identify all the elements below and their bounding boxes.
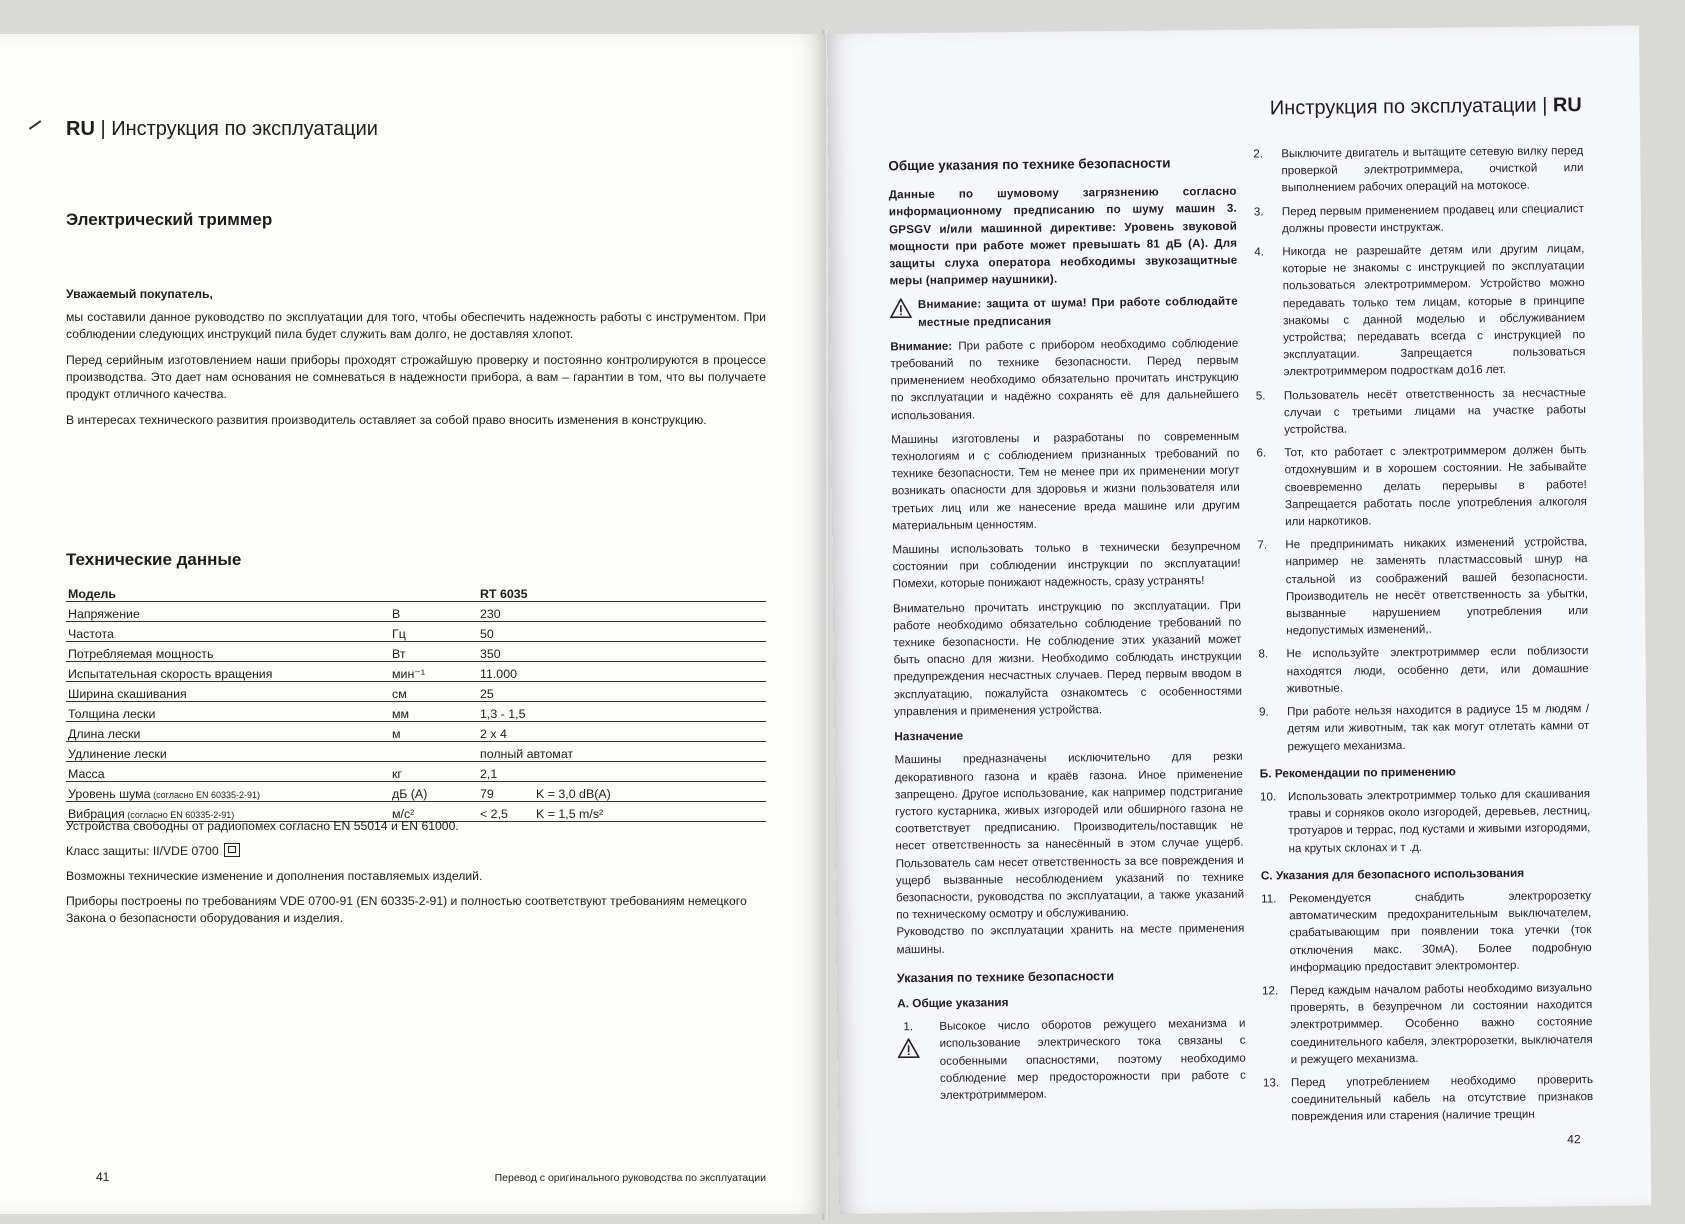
param-name: Масса [66,762,390,782]
language-code: RU [66,118,95,140]
table-row [66,762,766,782]
param-value: 1,3 - 1,5 [478,702,534,722]
purpose-title: Назначение [894,728,964,744]
header-title: Инструкция по эксплуатации | [1269,94,1554,120]
noise-warning: Внимание: защита от шума! При работе соблюдайте местные предписания [890,293,1238,331]
purpose-text: Машины предназначены исключительно для резки декоративного газона и краёв газона. Иное применение запрещено. Другое использование, как например подстригание густого кустарника, живых изгородей или обширного газона не соответствует предписанию. Производитель/поставщик не несет ответственность за нанесённый в этом случае ущерб. Пользователь сам несет ответственность за все повреждения и ущерб вызванные несоблюдением указаний по технике безопасности, руководства по эксплуатации, а также указаний по техническому осмотру и обслуживанию. [894,749,1245,922]
radio-note: Устройства свободны от радиопомех согласно EN 55014 и EN 61000. [66,819,459,833]
param-unit: В [390,602,478,622]
param-extra: K = 1,5 m/s² [534,802,766,822]
param-extra [534,682,766,702]
param-value: < 2,5 [478,802,534,822]
param-name: Длина лески [66,722,390,742]
page-header-left [66,118,378,141]
paragraph-a-2: Машины использовать только в технически безупречном состоянии при соблюдении инструкции по эксплуатации! Помехи, которые понижают надежность, сразу устранять! [892,539,1241,591]
param-value: полный автомат [478,742,766,762]
paragraph-a-1: Машины изготовлены и разработаны по современным технологиям и с соблюдением признанных требований по технике безопасности. Тем не менее при их применении могут возникать опасности для здоровья и жизни пользователя или третьих лиц или же нанесение вреда машине или другим материальным ценностям. [891,429,1241,533]
param-name: Напряжение [66,602,390,622]
param-name: Удлинение лески [66,742,390,762]
param-name: Модель [66,582,390,602]
param-unit: мин⁻¹ [390,662,478,682]
param-extra [534,662,766,682]
purpose-text-2: Руководство по эксплуатации хранить на месте применения машины. [896,922,1245,956]
param-extra [534,722,766,742]
list-item: 5. Пользователь несёт ответственность за несчастные случаи с третьими лицами на участке работы устройства. [1255,385,1587,437]
table-row [66,782,766,802]
param-unit: Гц [390,622,478,642]
page-left [0,34,826,1214]
param-value: RT 6035 [478,582,534,602]
protection-class: Класс защиты: II/VDE 0700 [66,843,776,860]
param-extra [534,762,766,782]
param-unit [390,742,478,762]
section-title: Электрический триммер [66,210,273,229]
param-name: Частота [66,622,390,642]
list-item: 2. Выключите двигатель и вытащите сетевую вилку перед проверкой электротриммера, очисткой или выполнением рабочих операций на мотокосе. [1253,144,1584,195]
table-row [66,742,766,762]
intro-paragraph-3: В интересах технического развития производитель оставляет за собой право вносить изменения в конструкцию. [66,413,707,427]
translation-footer: Перевод с оригинального руководства по эксплуатации [494,1172,766,1184]
param-unit: кг [390,762,478,782]
class-ii-icon [224,843,240,857]
intro-paragraph-1: мы составили данное руководство по эксплуатации для того, чтобы обеспечить надежность работы с инструментом. При соблюдении следующих инструкций пила будет служить вам долго, не доставляя хлопот. [66,310,766,341]
param-unit: Вт [390,642,478,662]
general-safety-title: Общие указания по технике безопасности [888,155,1171,174]
param-value: 25 [478,682,534,702]
param-extra [534,622,766,642]
standards-note: Приборы построены по требованиям VDE 0700-91 (EN 60335-2-91) и полностью соответствуют требованиям немецкого Закона о безопасности оборудования и изделия. [66,894,747,925]
param-value: 350 [478,642,534,662]
warning-triangle-icon [890,299,912,319]
tech-table [66,582,766,822]
header-title: | Инструкция по эксплуатации [94,118,378,140]
warning-triangle-icon [898,1038,920,1058]
page-number-right: 42 [1567,1132,1581,1147]
list-item: 8. Не используйте электротриммер если поблизости находятся люди, особенно дети, или домашние животные. [1258,644,1589,696]
section-b-title: Б. Рекомендации по применению [1259,764,1456,781]
section-c-title: С. Указания для безопасного использования [1260,865,1525,883]
column-right [1253,142,1593,1132]
param-value: 2,1 [478,762,534,782]
param-extra [534,582,766,602]
param-unit: м [390,722,478,742]
param-extra: K = 3,0 dB(A) [534,782,766,802]
table-row [66,722,766,742]
param-value: 50 [478,622,534,642]
list-item: 10. Использовать электротриммер только для скашивания травы и сорняков около изгородей, деревьев, лестниц, тротуаров и террас, под кустами и живыми изгородями, на крутых склонах и т .д. [1259,786,1591,855]
list-item: 7. Не предпринимать никаких изменений устройства, например не заменять пластмассовый шнур на стальной из соображений вашей безопасности. Производитель не несёт ответственность за убытки, вызванные нарушением употребления или недопустимых изменений,. [1257,535,1589,638]
param-name: Толщина лески [66,702,390,722]
paragraph-a-3: Внимательно прочитать инструкцию по эксплуатации. При работе необходимо обязательно соблюдение требований по технике безопасности. Не соблюдение этих указаний может быть опасно для жизни. Необходимо соблюдать инструкции предупреждения несчастных случаев. Перед первым вводом в эксплуатацию, пожалуйста ознакомтесь с особенностями управления и применения устройства. [892,598,1242,719]
param-name: Ширина скашивания [66,682,390,702]
param-unit [390,582,478,602]
safe-use-items-list [1261,887,1593,1126]
param-value: 230 [478,602,534,622]
after-table-notes [66,818,776,935]
changes-note: Возможны технические изменение и дополнения поставляемых изделий. [66,869,483,883]
param-value: 2 x 4 [478,722,534,742]
table-row [66,622,766,642]
list-item: 13. Перед употреблением необходимо проверить соединительный кабель на отсутствие признаков повреждения или старения (наличие трещин [1262,1072,1594,1124]
general-items-list [1253,142,1589,755]
param-value: 79 [478,782,534,802]
page-right [827,25,1651,1213]
param-name: Вибрация (согласно EN 60335-2-91) [66,802,390,822]
page-number-left: 41 [96,1170,110,1184]
column-left [888,154,1246,1105]
list-item: 3. Перед первым применением продавец или специалист должны провести инструктаж. [1253,201,1584,236]
attention-paragraph: Внимание: При работе с прибором необходимо соблюдение требований по технике безопасности. Перед первым применением необходимо обязательно прочитать инструкцию по эксплуатации и надёжно сохранять её для дальнейшего использования. [890,336,1239,422]
table-row [66,662,766,682]
param-unit: м/с² [390,802,478,822]
param-extra [534,602,766,622]
list-item: 9. При работе нельзя находится в радиусе 15 м людям / детям или животным, так как могут отлетать камни от режущего механизма. [1259,702,1590,753]
safety-title: Указания по технике безопасности [896,968,1115,986]
param-unit: мм [390,702,478,722]
param-extra [534,642,766,662]
list-item: 11. Рекомендуется снабдить электророзетку автоматическим предохранительным выключателем, срабатывающим при появлении тока утечки (ток отключения макс. 30мА). Более подробную информацию предоставит электромонтер. [1261,888,1592,974]
greeting: Уважаемый покупатель, [66,287,213,301]
param-name: Испытательная скорость вращения [66,662,390,682]
list-item: 6. Тот, кто работает с электротриммером должен быть отдохнувшим и в хорошем состоянии. Не забывайте своевременно делать перерывы в работе! Запрещается работать после употребления алкоголя или наркотиков. [1256,443,1588,529]
noise-intro: Данные по шумовому загрязнению согласно информационному предписанию по шуму машин 3. GPSGV и/или машинной директиве: Уровень звуковой мощности при работе может превышать 81 дБ (A). Для защиты слуха оператора необходимы звукозащитные меры (например наушники). [888,184,1238,288]
page-header-right [1270,94,1582,120]
intro-paragraph-2: Перед серийным изготовлением наши приборы проходят строжайшую проверку и постоянно контролируются в процессе производства. Это дает нам основания не сомневаться в надежности прибора, а вам – гарантии в том, что вы получаете продукт отличного качества. [66,353,766,401]
list-item: 4. Никогда не разрешайте детям или другим лицам, которые не знакомы с инструкцией по эксплуатации пользоваться электротриммером. Устройство можно передавать только тем лицам, которые в принципе знакомы с данной моделью и обслуживанием устройства; передавать всегда с инструкцией по эксплуатации. Запрещается пользоваться электротриммером подросткам до16 лет. [1254,242,1586,379]
param-unit: см [390,682,478,702]
param-unit: дБ (A) [390,782,478,802]
param-name: Потребляемая мощность [66,642,390,662]
table-row [66,582,766,602]
table-row [66,642,766,662]
table-row [66,702,766,722]
intro-block [66,286,766,438]
tech-title: Технические данные [66,550,242,569]
language-code: RU [1552,94,1582,117]
param-name: Уровень шума (согласно EN 60335-2-91) [66,782,390,802]
table-row [66,602,766,622]
param-value: 11.000 [478,662,534,682]
pen-mark [29,120,41,129]
list-item: 12. Перед каждым началом работы необходимо визуально проверять, в безупречном ли состоянии находится электротриммер. Особенно важно состояние соединительного кабеля, электророзетки, выключателя и режущего механизма. [1261,980,1593,1066]
table-row [66,682,766,702]
safety-a-title: A. Общие указания [897,995,1009,1011]
item-1: 1. Высокое число оборотов режущего механизма и использование электрического тока связаны с особенными опасностями, поэтому необходимо соблюдение мер предосторожности при работе с электротриммером. [897,1015,1246,1105]
usage-items-list [1260,785,1591,857]
param-extra [534,702,766,722]
